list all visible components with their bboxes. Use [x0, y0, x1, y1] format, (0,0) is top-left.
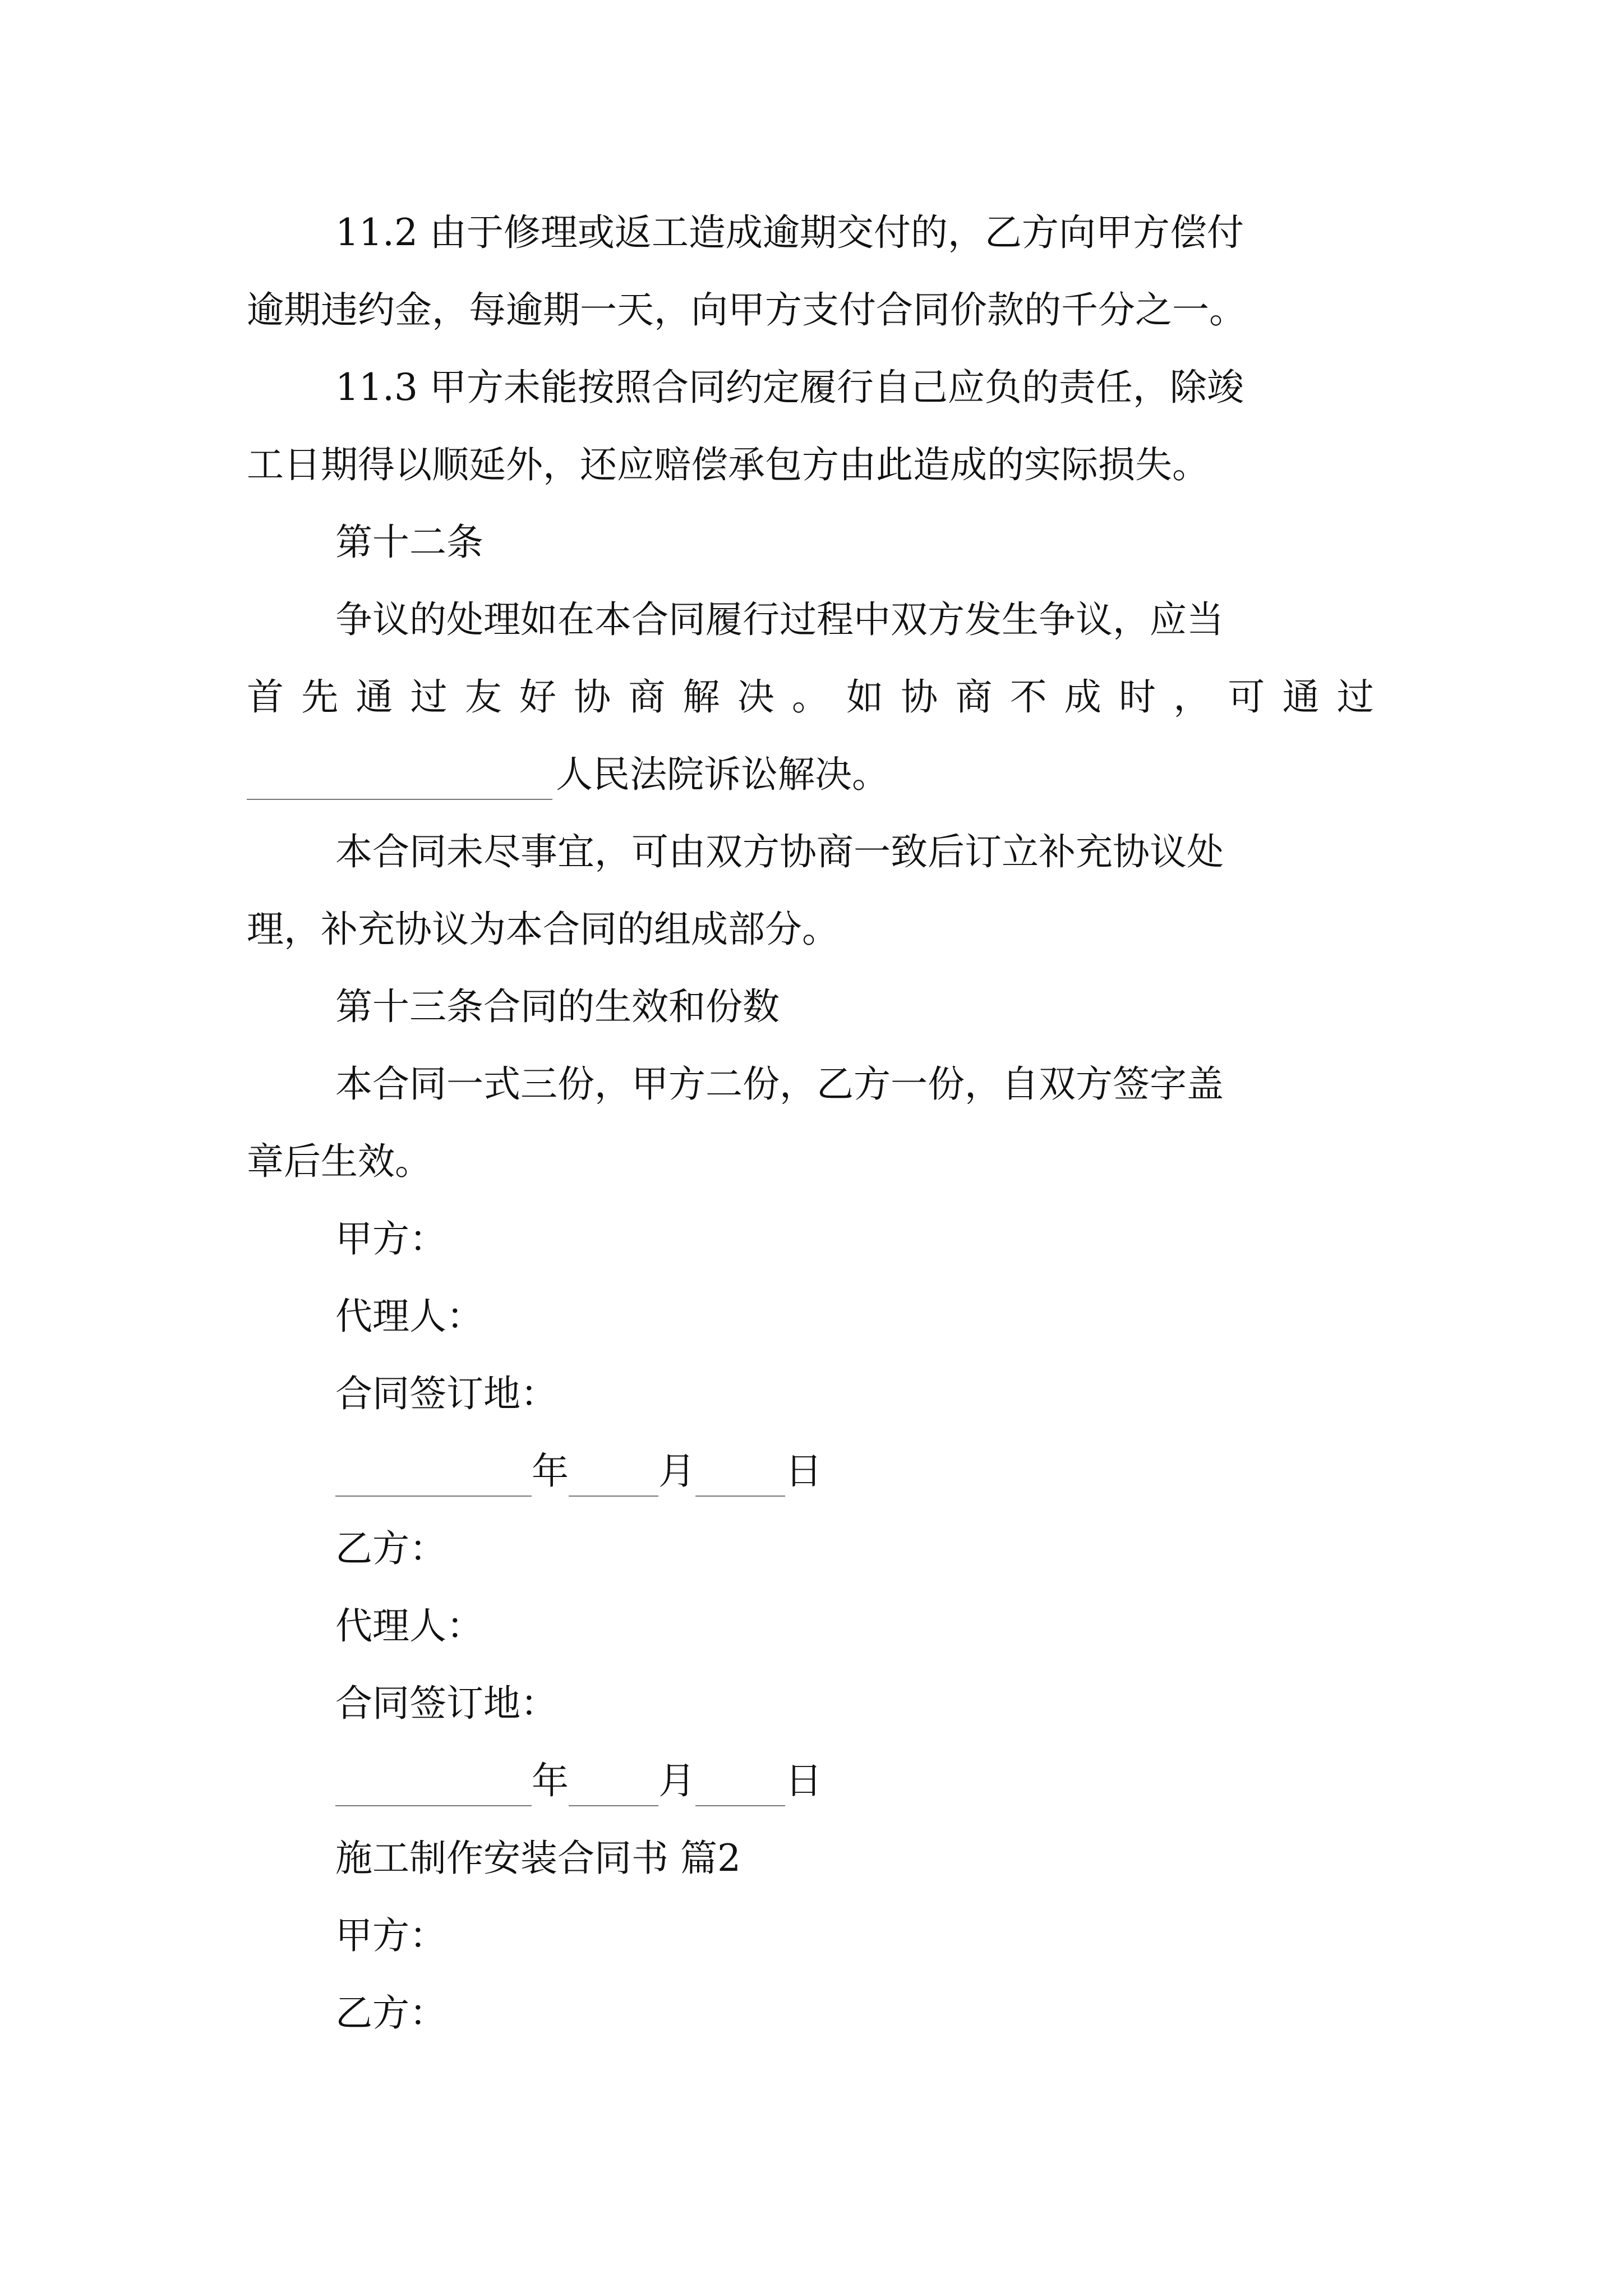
dispute-line-2-char: 协 — [574, 675, 611, 719]
copies-line-2: 章后生效。 — [247, 1140, 432, 1183]
dispute-line-2-char: 解 — [683, 675, 720, 719]
dispute-line-2-char: 可 — [1228, 675, 1265, 719]
dispute-line-2-char: 时 — [1119, 675, 1156, 719]
party-a-label: 甲方： — [335, 1217, 446, 1260]
month-label-a: 月 — [658, 1450, 695, 1493]
agent-b-label: 代理人： — [335, 1604, 483, 1648]
day-label-b: 日 — [785, 1759, 822, 1802]
dispute-line-2-char: 通 — [356, 675, 393, 719]
dispute-line-2-char: 过 — [410, 675, 448, 719]
dispute-line-2-char: 决 — [737, 675, 774, 719]
dispute-line-2-char: 通 — [1282, 675, 1320, 719]
dispute-line-2-char: 先 — [301, 675, 339, 719]
date-line-b — [0, 1756, 1623, 1806]
article-13-heading: 第十三条合同的生效和份数 — [335, 985, 780, 1028]
supplement-line-2: 理，补充协议为本合同的组成部分。 — [247, 908, 839, 951]
dispute-line-2-char: 好 — [519, 675, 556, 719]
dispute-line-1: 争议的处理如在本合同履行过程中双方发生争议，应当 — [335, 598, 1224, 641]
agent-a-label: 代理人： — [335, 1295, 483, 1338]
clause-11-3-line-1: 11.3 甲方未能按照合同约定履行自己应负的责任，除竣 — [335, 366, 1244, 409]
dispute-line-2 — [0, 672, 1623, 723]
year-blank-a — [335, 1461, 532, 1497]
year-label-a: 年 — [532, 1450, 569, 1493]
clause-11-3-line-2: 工日期得以顺延外，还应赔偿承包方由此造成的实际损失。 — [247, 443, 1209, 486]
dispute-line-2-char: 如 — [846, 675, 884, 719]
dispute-line-2-char: 友 — [464, 675, 502, 719]
day-label-a: 日 — [785, 1450, 822, 1493]
month-blank-a — [569, 1461, 658, 1497]
dispute-line-2-char: ， — [1173, 675, 1211, 719]
clause-11-2-line-2: 逾期违约金，每逾期一天，向甲方支付合同价款的千分之一。 — [247, 288, 1246, 332]
month-label-b: 月 — [658, 1759, 695, 1802]
month-blank-b — [569, 1770, 658, 1806]
day-blank-b — [695, 1770, 785, 1806]
day-blank-a — [695, 1461, 785, 1497]
dispute-line-2-char: 协 — [901, 675, 938, 719]
dispute-line-2-char: 商 — [955, 675, 993, 719]
copies-line-1: 本合同一式三份，甲方二份，乙方一份，自双方签字盖 — [335, 1062, 1224, 1106]
dispute-line-2-char: 不 — [1009, 675, 1047, 719]
date-line-a — [0, 1446, 1623, 1497]
dispute-line-3 — [0, 749, 1623, 800]
party-a2-label: 甲方： — [335, 1914, 446, 1957]
year-label-b: 年 — [532, 1759, 569, 1802]
article-12-heading: 第十二条 — [335, 521, 483, 564]
dispute-line-2-justified — [247, 672, 1374, 723]
supplement-line-1: 本合同未尽事宜，可由双方协商一致后订立补充协议处 — [335, 830, 1224, 873]
court-text: 人民法院诉讼解决。 — [556, 753, 889, 796]
party-b-label: 乙方： — [335, 1527, 446, 1570]
dispute-line-2-char: 。 — [791, 675, 829, 719]
year-blank-b — [335, 1770, 532, 1806]
party-b2-label: 乙方： — [335, 1991, 446, 2035]
court-name-blank — [247, 764, 552, 800]
dispute-line-2-char: 成 — [1064, 675, 1101, 719]
dispute-line-2-char: 过 — [1336, 675, 1374, 719]
dispute-line-2-char: 首 — [247, 675, 284, 719]
contract-2-title: 施工制作安装合同书 篇2 — [335, 1837, 741, 1880]
dispute-line-2-char: 商 — [628, 675, 666, 719]
signing-place-a-label: 合同签订地： — [335, 1372, 557, 1415]
signing-place-b-label: 合同签订地： — [335, 1682, 557, 1725]
clause-11-2-line-1: 11.2 由于修理或返工造成逾期交付的，乙方向甲方偿付 — [335, 211, 1244, 254]
